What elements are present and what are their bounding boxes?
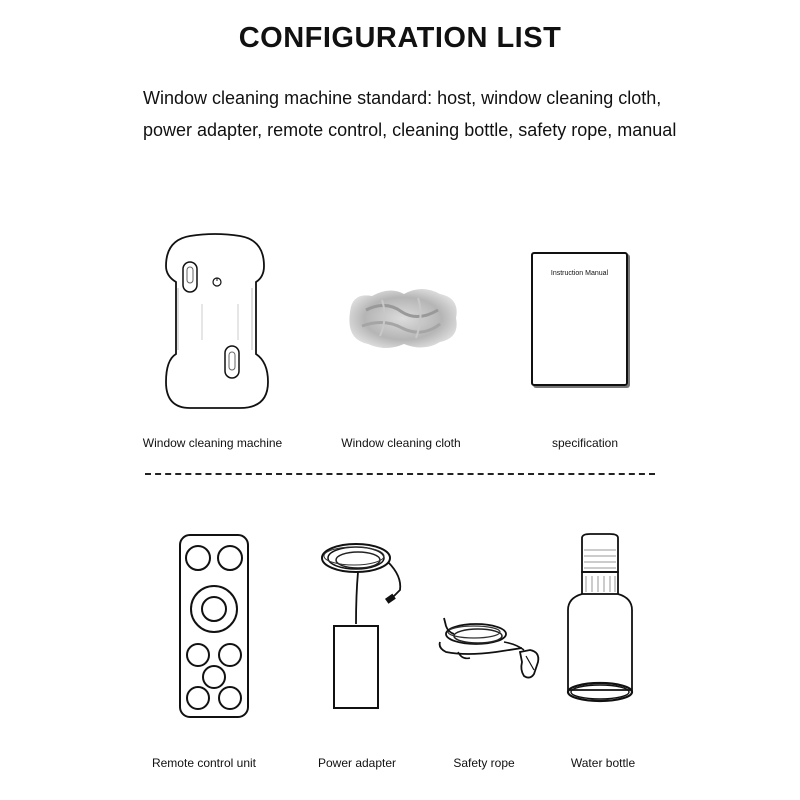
cleaning-cloth-icon xyxy=(342,282,462,352)
manual-cover-text: Instruction Manual xyxy=(550,270,609,277)
description-line-2: power adapter, remote control, cleaning bottle, safety rope, manual xyxy=(143,120,677,140)
description xyxy=(143,82,703,146)
instruction-manual-icon xyxy=(531,252,628,386)
caption-power-adapter: Power adapter xyxy=(317,756,397,770)
window-cleaning-robot-icon xyxy=(160,232,270,412)
caption-water-bottle: Water bottle xyxy=(570,756,636,770)
dashed-divider xyxy=(145,473,655,475)
page-title: CONFIGURATION LIST xyxy=(238,22,562,54)
caption-specification: specification xyxy=(551,436,619,450)
caption-window-cleaning-cloth: Window cleaning cloth xyxy=(341,436,461,450)
caption-safety-rope: Safety rope xyxy=(453,756,515,770)
safety-rope-icon xyxy=(436,612,546,682)
caption-window-cleaning-machine: Window cleaning machine xyxy=(142,436,283,450)
description-line-1: Window cleaning machine standard: host, window cleaning cloth, xyxy=(143,88,662,108)
remote-control-icon xyxy=(178,533,250,719)
water-bottle-icon xyxy=(560,532,640,712)
power-adapter-icon xyxy=(318,540,408,710)
caption-remote-control-unit: Remote control unit xyxy=(151,756,257,770)
